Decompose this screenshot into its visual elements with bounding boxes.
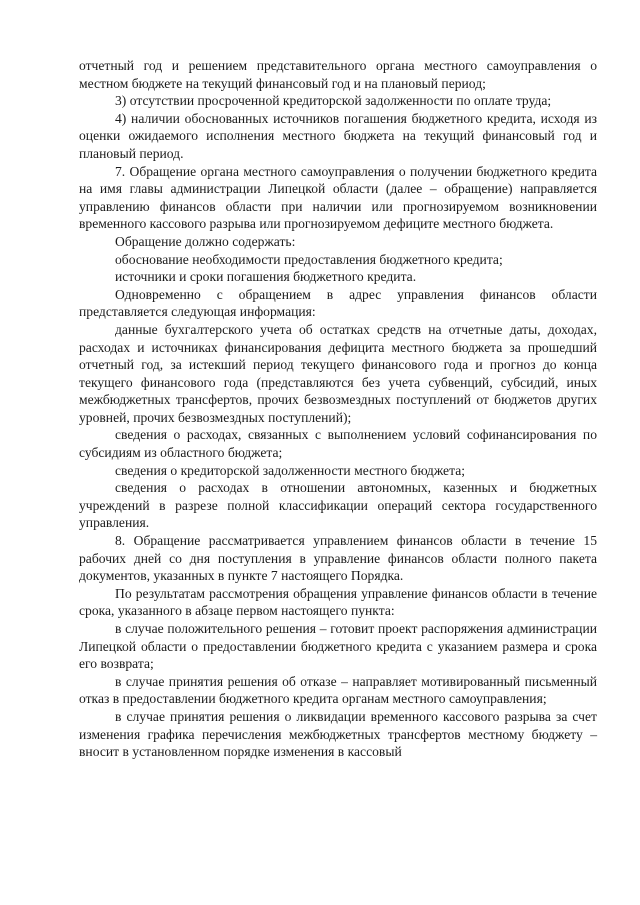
paragraph-4: 7. Обращение органа местного самоуправления о получении бюджетного кредита на имя главы администрации Липецкой области (далее – обращение) направляется управлению финансов области при наличии или прогнозируемом возникновении временного кассового разрыва или прогнозируемом дефиците местного бюджета. xyxy=(79,163,597,232)
paragraph-9: данные бухгалтерского учета об остатках средств на отчетные даты, доходах, расходах и источниках финансирования дефицита местного бюджета за прошедший отчетный год, за истекший период текущего финансового года и прогноз до конца текущего финансового года (представляются без учета субвенций, субсидий, иных межбюджетных трансфертов, прочих безвозмездных поступлений от бюджетов других уровней, прочих безвозмездных поступлений); xyxy=(79,321,597,425)
paragraph-10: сведения о расходах, связанных с выполнением условий софинансирования по субсидиям из областного бюджета; xyxy=(79,427,597,461)
paragraph-11: сведения о кредиторской задолженности местного бюджета; xyxy=(115,462,466,478)
paragraph-3: 4) наличии обоснованных источников погашения бюджетного кредита, исходя из оценки ожидаемого исполнения местного бюджета на текущий финансовый год и плановый период. xyxy=(79,110,597,161)
paragraph-15: в случае положительного решения – готовит проект распоряжения администрации Липецкой области о предоставлении бюджетного кредита с указанием размера и срока его возврата; xyxy=(79,621,597,672)
paragraph-1: отчетный год и решением представительного органа местного самоуправления о местном бюджете на текущий финансовый год и на плановый период; xyxy=(79,58,597,91)
paragraph-12: сведения о расходах в отношении автономных, казенных и бюджетных учреждений в разрезе полной классификации операций сектора государственного управления. xyxy=(79,480,597,531)
paragraph-8: Одновременно с обращением в адрес управления финансов области представляется следующая информация: xyxy=(79,286,597,320)
paragraph-7: источники и сроки погашения бюджетного кредита. xyxy=(115,269,417,285)
paragraph-5: Обращение должно содержать: xyxy=(115,233,296,249)
paragraph-14: По результатам рассмотрения обращения управление финансов области в течение срока, указанного в абзаце первом настоящего пункта: xyxy=(79,585,597,619)
paragraph-13: 8. Обращение рассматривается управлением финансов области в течение 15 рабочих дней со дня поступления в управление финансов области полного пакета документов, указанных в пункте 7 настоящего Порядка. xyxy=(79,533,597,584)
document-page xyxy=(79,57,597,761)
paragraph-17: в случае принятия решения о ликвидации временного кассового разрыва за счет изменения графика перечисления межбюджетных трансфертов местному бюджету – вносит в установленном порядке изменения в кассовый xyxy=(79,708,597,760)
paragraph-6: обоснование необходимости предоставления бюджетного кредита; xyxy=(115,251,503,267)
paragraph-16: в случае принятия решения об отказе – направляет мотивированный письменный отказ в предоставлении бюджетного кредита органам местного самоуправления; xyxy=(79,673,597,707)
paragraph-2: 3) отсутствии просроченной кредиторской задолженности по оплате труда; xyxy=(115,93,552,109)
